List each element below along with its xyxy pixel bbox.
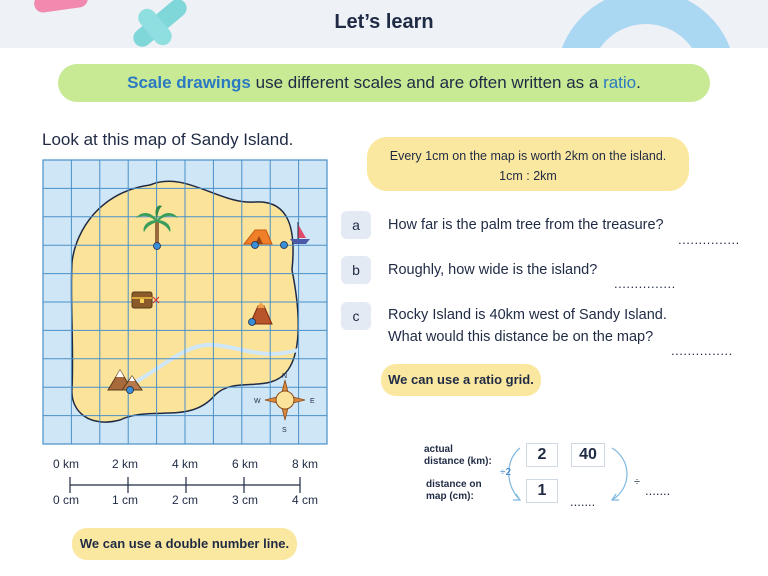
km-label-3: 6 km xyxy=(231,457,259,471)
question-b-text: Roughly, how wide is the island? xyxy=(388,262,598,278)
scale-ratio: 1cm : 2km xyxy=(499,169,557,183)
term-ratio: ratio xyxy=(603,73,637,92)
compass-s: S xyxy=(282,427,287,434)
cm-label-2: 2 cm xyxy=(171,493,199,507)
question-b-badge: b xyxy=(341,256,371,284)
km-label-1: 2 km xyxy=(111,457,139,471)
compass-n: N xyxy=(282,373,288,380)
cm-label-4: 4 cm xyxy=(291,493,319,507)
ratio-cell-actual-2: 40 xyxy=(571,443,605,467)
km-label-4: 8 km xyxy=(291,457,319,471)
question-a-badge: a xyxy=(341,211,371,239)
right-arrow xyxy=(612,448,627,500)
question-b-answer-blank[interactable]: ............... xyxy=(614,276,676,291)
ratio-label-map: distance on map (cm): xyxy=(426,479,482,502)
ratio-grid-tip: We can use a ratio grid. xyxy=(381,364,541,396)
question-c-line2: What would this distance be on the map? xyxy=(388,329,654,345)
question-c-badge: c xyxy=(341,302,371,330)
cm-label-1: 1 cm xyxy=(111,493,139,507)
term-scale-drawings: Scale drawings xyxy=(127,73,251,92)
right-operation: ÷ xyxy=(634,476,641,488)
ratio-cell-map-1: 1 xyxy=(526,479,558,503)
compass-w: W xyxy=(254,398,261,405)
ratio-cell-actual-1: 2 xyxy=(526,443,558,467)
question-c-line1: Rocky Island is 40km west of Sandy Island. xyxy=(388,307,667,323)
question-a-text: How far is the palm tree from the treasure? xyxy=(388,217,664,233)
scale-description: Every 1cm on the map is worth 2km on the island. xyxy=(389,149,667,163)
compass-e: E xyxy=(310,398,315,405)
left-operation: ÷2 xyxy=(500,467,512,478)
ratio-label-actual: actual distance (km): xyxy=(424,444,492,467)
cm-label-3: 3 cm xyxy=(231,493,259,507)
question-c-answer-blank[interactable]: ............... xyxy=(671,343,733,358)
page-title: Let’s learn xyxy=(334,11,434,33)
km-label-2: 4 km xyxy=(171,457,199,471)
banner-period: . xyxy=(636,73,641,92)
ratio-cell-map-2-blank[interactable]: ....... xyxy=(570,494,596,509)
question-a-answer-blank[interactable]: ............... xyxy=(678,232,740,247)
banner-text: use different scales and are often written as a xyxy=(250,73,604,92)
map-heading: Look at this map of Sandy Island. xyxy=(42,130,294,149)
km-label-0: 0 km xyxy=(52,457,80,471)
ratio-divisor-blank[interactable]: ....... xyxy=(645,483,671,498)
cm-label-0: 0 cm xyxy=(52,493,80,507)
number-line-tip: We can use a double number line. xyxy=(72,528,297,560)
